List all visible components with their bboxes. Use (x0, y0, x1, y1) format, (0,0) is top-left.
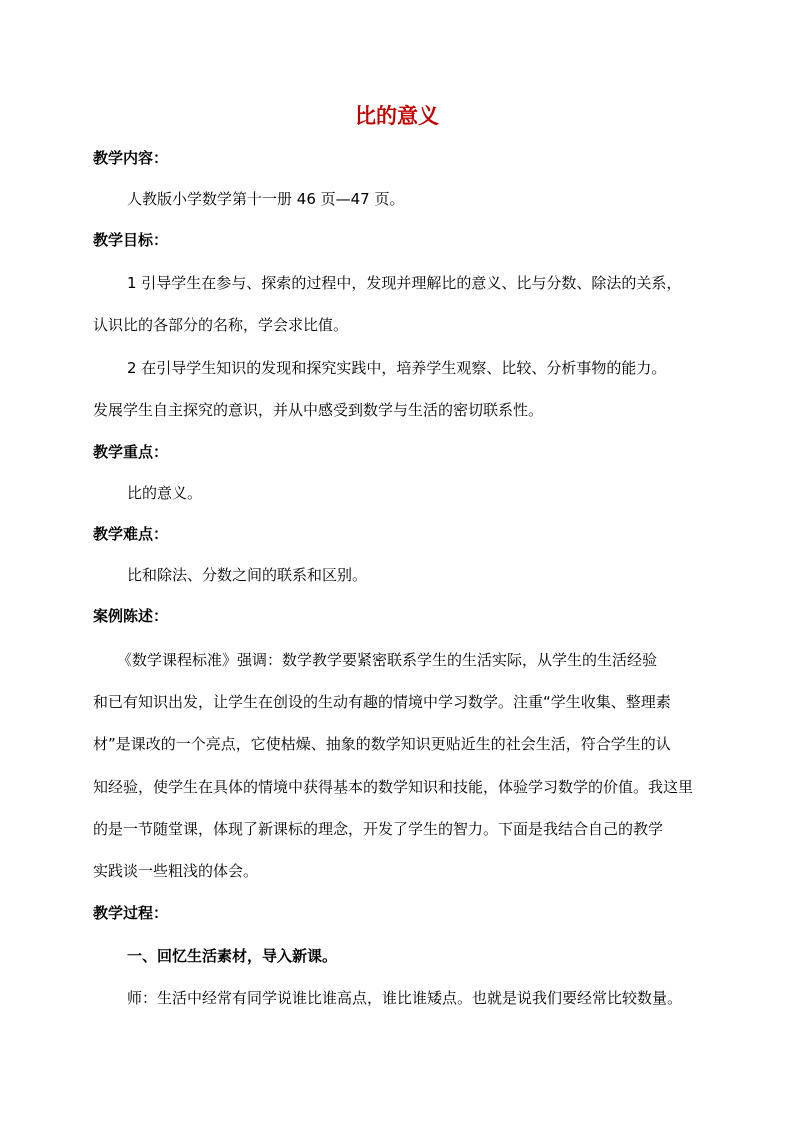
case-line-2: 和已有知识出发，让学生在创设的生动有趣的情境中学习数学。注重“学生收集、整理素 (93, 693, 671, 711)
section-heading-content: 教学内容： (93, 149, 169, 167)
objectives-line-2: 认识比的各部分的名称，学会求比值。 (93, 316, 349, 334)
section-heading-process: 教学过程： (93, 904, 169, 922)
case-line-1: 《数学课程标准》强调：数学教学要紧密联系学生的生活实际，从学生的生活经验 (117, 651, 658, 669)
objectives-line-3: 2 在引导学生知识的发现和探究实践中，培养学生观察、比较、分析事物的能力。 (127, 359, 667, 377)
objectives-line-1: 1 引导学生在参与、探索的过程中，发现并理解比的意义、比与分数、除法的关系， (127, 274, 682, 292)
case-line-5: 的是一节随堂课，体现了新课标的理念，开发了学生的智力。下面是我结合自己的教学 (93, 820, 664, 838)
process-subheading: 一、回忆生活素材，导入新课。 (127, 947, 338, 965)
case-line-4: 知经验，使学生在具体的情境中获得基本的数学知识和技能，体验学习数学的价值。我这里 (93, 778, 694, 796)
content-line-1: 人教版小学数学第十一册 46 页—47 页。 (127, 190, 405, 208)
section-heading-difficulties: 教学难点： (93, 525, 169, 543)
keypoints-line-1: 比的意义。 (127, 484, 203, 502)
process-line-1: 师：生活中经常有同学说谁比谁高点，谁比谁矮点。也就是说我们要经常比较数量。 (127, 989, 683, 1007)
section-heading-objectives: 教学目标： (93, 231, 169, 249)
case-line-6: 实践谈一些粗浅的体会。 (93, 862, 259, 880)
difficulties-line-1: 比和除法、分数之间的联系和区别。 (127, 566, 368, 584)
page-title: 比的意义 (355, 104, 439, 128)
case-line-3: 材”是课改的一个亮点，它使枯燥、抽象的数学知识更贴近生的社会生活，符合学生的认 (93, 735, 671, 753)
section-heading-keypoints: 教学重点： (93, 443, 169, 461)
section-heading-case: 案例陈述： (93, 607, 169, 625)
objectives-line-4: 发展学生自主探究的意识，并从中感受到数学与生活的密切联系性。 (93, 401, 544, 419)
